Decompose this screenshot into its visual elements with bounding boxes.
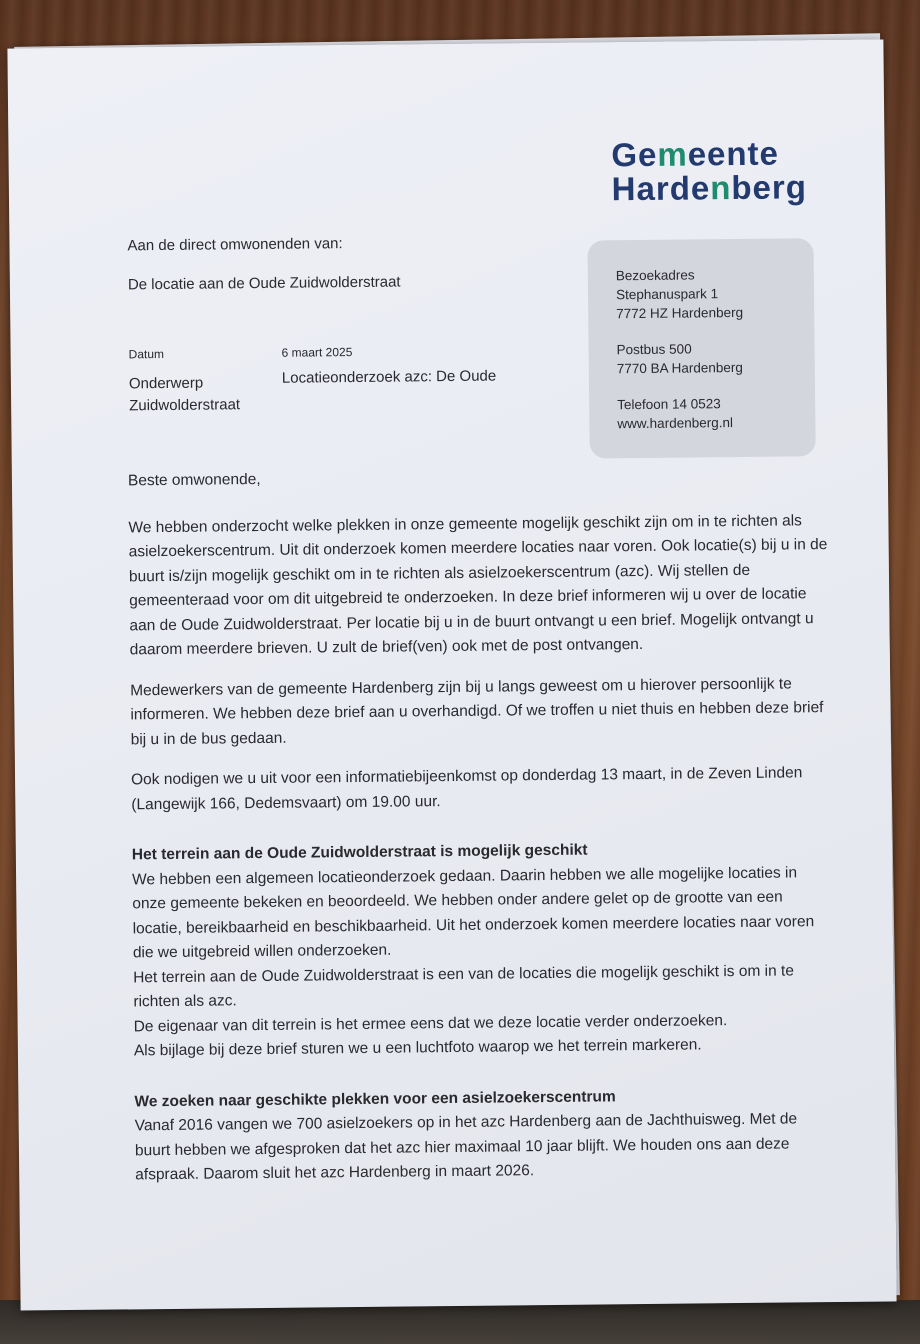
website-url: www.hardenberg.nl	[617, 415, 734, 432]
municipality-logo	[611, 136, 807, 206]
paragraph-invitation: Ook nodigen we u uit voor een informatiebijeenkomst op donderdag 13 maart, in de Zeven Linden (Langewijk 166, Dedemsvaart) om 19.00 uur.	[130, 764, 803, 813]
letter-meta	[128, 345, 497, 425]
subject-continued: Zuidwolderstraat	[129, 396, 241, 415]
recipient-line-1: Aan de direct omwonenden van:	[127, 235, 343, 255]
phone-number: Telefoon 14 0523	[617, 396, 721, 413]
heading-search: We zoeken naar geschikte plekken voor een asielzoekerscentrum	[134, 1087, 616, 1110]
paragraph-research: We hebben een algemeen locatieonderzoek gedaan. Daarin hebben we alle mogelijke locaties in onze gemeente bekeken en beoordeeld. We hebben onder andere gelet op de grootte van een locatie, bereikbaarheid en beschikbaarheid. Uit het onderzoek komen meerdere locaties naar voren die we uitgebreid willen onderzoeken.	[132, 863, 815, 962]
salutation: Beste omwonende,	[127, 470, 261, 490]
heading-site-suitable: Het terrein aan de Oude Zuidwolderstraat is mogelijk geschikt	[131, 841, 588, 864]
paragraph-owner: De eigenaar van dit terrein is het ermee eens dat we deze locatie verder onderzoeken.	[133, 1011, 728, 1035]
paragraph-visit: Medewerkers van de gemeente Hardenberg zijn bij u langs geweest om u hierover persoonlijk te informeren. We hebben deze brief aan u overhandigd. Of we troffen u niet thuis en hebben deze brief bij u in de bus gedaan.	[130, 674, 824, 748]
subject-value: Locatieonderzoek azc: De Oude	[281, 367, 497, 387]
paragraph-site: Het terrein aan de Oude Zuidwolderstraat is een van de locaties die mogelijk geschikt is om in te richten als azc.	[133, 961, 795, 1011]
recipient-line-2: De locatie aan de Oude Zuidwolderstraat	[127, 273, 401, 294]
subject-row	[128, 367, 497, 425]
recipient-block	[127, 233, 400, 314]
postal-address: Postbus 500 7770 BA Hardenberg	[616, 341, 743, 377]
paragraph-attachment: Als bijlage bij deze brief sturen we u een luchtfoto waarop we het terrein markeren.	[133, 1036, 702, 1060]
subject-label: Onderwerp	[128, 374, 204, 393]
logo-line-1: Gemeente	[611, 134, 780, 174]
letter-paper	[7, 39, 896, 1310]
contact-info	[617, 394, 733, 433]
date-value: 6 maart 2025	[281, 345, 353, 360]
visit-address: Bezoekadres Stephanuspark 1 7772 HZ Hardenberg	[615, 267, 744, 322]
paragraph-history: Vanaf 2016 vangen we 700 asielzoekers op in het azc Hardenberg aan de Jachthuisweg. Met de buurt hebben we afgesproken dat het azc hier maximaal 10 jaar blijft. We houden ons aan deze afspraak. Daarom sluit het azc Hardenberg in maart 2026.	[134, 1110, 798, 1184]
paragraph-intro: We hebben onderzocht welke plekken in onze gemeente mogelijk geschikt zijn om in te richten als asielzoekerscentrum. Uit dit onderzoek komen meerdere locaties naar voren. Ook locatie(s) bij u in de buurt is/zijn mogelijk geschikt om in te richten als asielzoekerscentrum (azc). Wij stellen de gemeenteraad voor om dit uitgebreid te onderzoeken. In deze brief informeren wij u over de locatie aan de Oude Zuidwolderstraat. Per locatie bij u in de buurt ontvangt u een brief. Mogelijk ontvangt u daarom meerdere brieven. U zult de brief(ven) ook met de post ontvangen.	[128, 511, 828, 659]
logo-line-2: Hardenberg	[611, 168, 808, 208]
date-label: Datum	[128, 346, 165, 362]
letter-body	[128, 462, 835, 1188]
address-box	[587, 238, 815, 458]
